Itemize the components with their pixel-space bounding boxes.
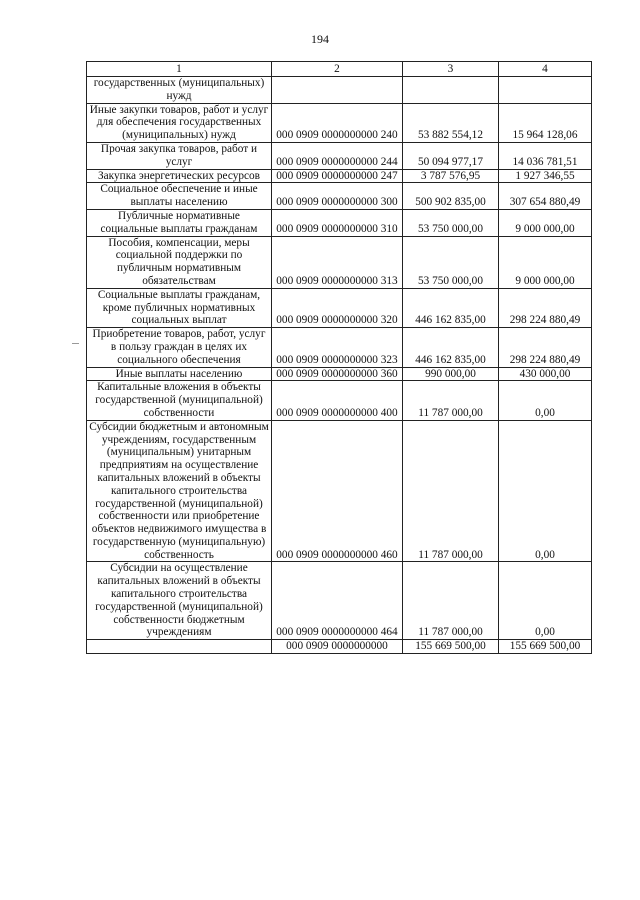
header-col-4: 4: [499, 62, 592, 77]
row-name: Публичные нормативные социальные выплаты гражданам: [87, 209, 272, 236]
row-value-col3: 53 750 000,00: [403, 209, 499, 236]
row-value-col4: 307 654 880,49: [499, 183, 592, 210]
row-name: Приобретение товаров, работ, услуг в пользу граждан в целях их социального обеспечения: [87, 328, 272, 367]
row-code: 000 0909 0000000000 240: [272, 103, 403, 142]
row-code: 000 0909 0000000000 244: [272, 142, 403, 169]
row-code: 000 0909 0000000000 320: [272, 288, 403, 327]
total-row: [87, 640, 592, 654]
row-value-col3: 3 787 576,95: [403, 169, 499, 183]
row-name: Иные закупки товаров, работ и услуг для обеспечения государственных (муниципальных) нужд: [87, 103, 272, 142]
margin-mark: [72, 343, 79, 344]
row-value-col3: 500 902 835,00: [403, 183, 499, 210]
table-row: [87, 209, 592, 236]
total-value-col4: 155 669 500,00: [499, 640, 592, 654]
table-row: [87, 183, 592, 210]
row-name: Закупка энергетических ресурсов: [87, 169, 272, 183]
row-name: Социальные выплаты гражданам, кроме публичных нормативных социальных выплат: [87, 288, 272, 327]
row-name: Иные выплаты населению: [87, 367, 272, 381]
row-name: Прочая закупка товаров, работ и услуг: [87, 142, 272, 169]
row-name: Социальное обеспечение и иные выплаты населению: [87, 183, 272, 210]
row-code: 000 0909 0000000000 313: [272, 236, 403, 288]
table-row: [87, 142, 592, 169]
row-value-col3: [403, 77, 499, 104]
row-code: 000 0909 0000000000 300: [272, 183, 403, 210]
table-row: [87, 103, 592, 142]
row-value-col3: 50 094 977,17: [403, 142, 499, 169]
row-value-col4: 430 000,00: [499, 367, 592, 381]
row-code: 000 0909 0000000000 310: [272, 209, 403, 236]
total-code: 000 0909 0000000000: [272, 640, 403, 654]
row-code: 000 0909 0000000000 460: [272, 420, 403, 562]
row-value-col4: 0,00: [499, 381, 592, 420]
table-row: [87, 169, 592, 183]
table-row: [87, 420, 592, 562]
row-code: 000 0909 0000000000 464: [272, 562, 403, 640]
table-row: [87, 367, 592, 381]
row-value-col4: 1 927 346,55: [499, 169, 592, 183]
row-code: [272, 77, 403, 104]
row-value-col3: 446 162 835,00: [403, 288, 499, 327]
row-value-col3: 53 750 000,00: [403, 236, 499, 288]
row-name: Капитальные вложения в объекты государственной (муниципальной) собственности: [87, 381, 272, 420]
budget-table: [86, 61, 592, 654]
row-name: Пособия, компенсации, меры социальной поддержки по публичным нормативным обязательствам: [87, 236, 272, 288]
row-value-col4: [499, 77, 592, 104]
header-col-1: 1: [87, 62, 272, 77]
row-code: 000 0909 0000000000 247: [272, 169, 403, 183]
row-name: Субсидии на осуществление капитальных вложений в объекты капитального строительства государственной (муниципальной) собственности бюджетным учреждениям: [87, 562, 272, 640]
row-code: 000 0909 0000000000 400: [272, 381, 403, 420]
row-value-col3: 11 787 000,00: [403, 381, 499, 420]
total-name: [87, 640, 272, 654]
row-value-col4: 15 964 128,06: [499, 103, 592, 142]
row-name: Субсидии бюджетным и автономным учреждениям, государственным (муниципальным) унитарным предприятиям на осуществление капитальных вложений в объекты капитального строительства государственной (муниципальной) собственности или приобретение объектов недвижимого имущества в государственную (муниципальную) собственность: [87, 420, 272, 562]
row-value-col3: 990 000,00: [403, 367, 499, 381]
table-row: [87, 236, 592, 288]
row-value-col4: 298 224 880,49: [499, 288, 592, 327]
row-value-col4: 9 000 000,00: [499, 209, 592, 236]
header-row: [87, 62, 592, 77]
header-col-2: 2: [272, 62, 403, 77]
row-value-col4: 14 036 781,51: [499, 142, 592, 169]
header-col-3: 3: [403, 62, 499, 77]
table-row: [87, 288, 592, 327]
row-value-col3: 53 882 554,12: [403, 103, 499, 142]
row-value-col3: 446 162 835,00: [403, 328, 499, 367]
row-value-col3: 11 787 000,00: [403, 420, 499, 562]
table-row: [87, 562, 592, 640]
row-code: 000 0909 0000000000 323: [272, 328, 403, 367]
row-name: государственных (муниципальных) нужд: [87, 77, 272, 104]
row-value-col3: 11 787 000,00: [403, 562, 499, 640]
row-code: 000 0909 0000000000 360: [272, 367, 403, 381]
total-value-col3: 155 669 500,00: [403, 640, 499, 654]
table-row: [87, 77, 592, 104]
row-value-col4: 0,00: [499, 420, 592, 562]
row-value-col4: 298 224 880,49: [499, 328, 592, 367]
table-row: [87, 381, 592, 420]
row-value-col4: 0,00: [499, 562, 592, 640]
table-row: [87, 328, 592, 367]
row-value-col4: 9 000 000,00: [499, 236, 592, 288]
page-number: 194: [311, 32, 329, 46]
